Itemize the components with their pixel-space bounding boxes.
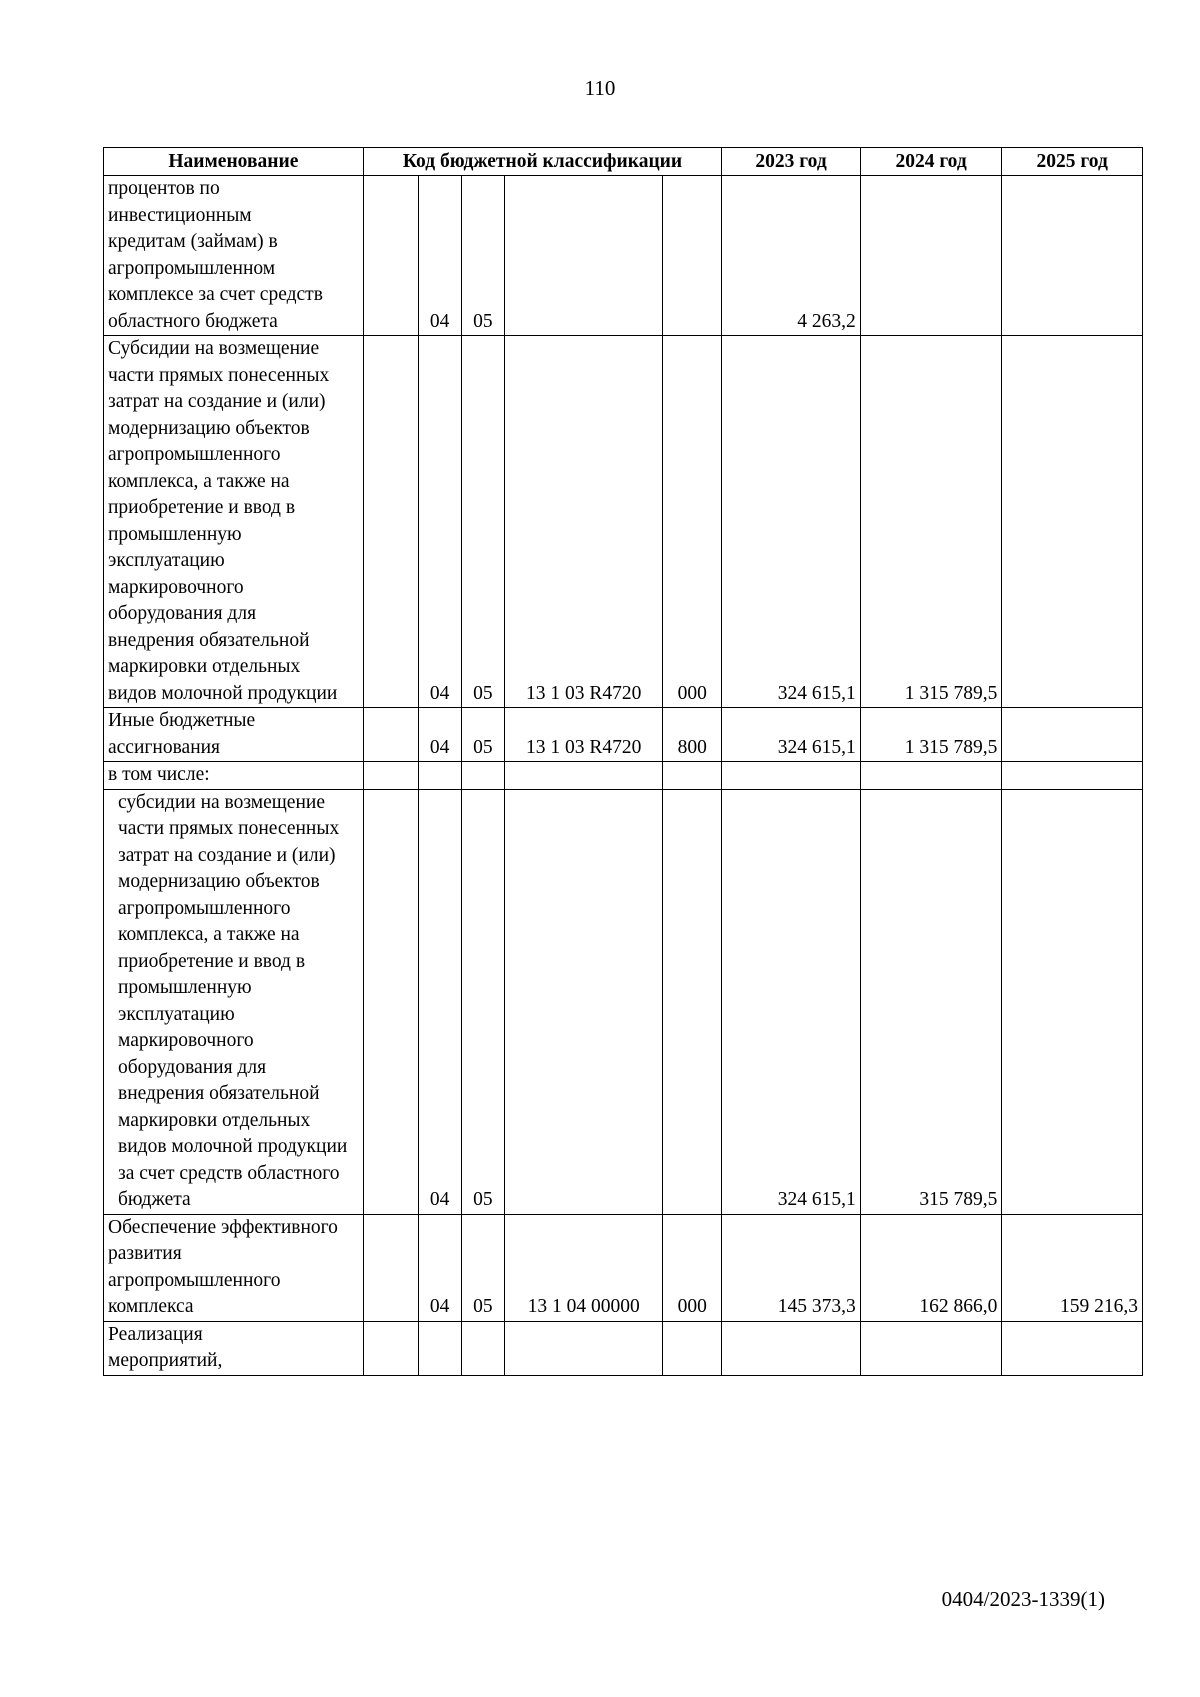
table-row [104,708,1143,762]
row-pr [461,1321,505,1375]
row-vr: 800 [663,708,722,762]
header-code: Код бюджетной классификации [363,148,722,176]
row-grbs [363,1321,418,1375]
row-2024 [860,176,1002,336]
table-row [104,176,1143,336]
row-pr: 05 [461,789,505,1214]
row-pr: 05 [461,1214,505,1321]
row-csr: 13 1 04 00000 [505,1214,663,1321]
table-row [104,1321,1143,1375]
row-rz: 04 [418,1214,461,1321]
row-csr [505,1321,663,1375]
row-rz: 04 [418,708,461,762]
document-number: 0404/2023-1339(1) [941,1587,1105,1611]
header-row [104,148,1143,176]
row-pr [461,762,505,790]
row-pr: 05 [461,176,505,336]
row-csr: 13 1 03 R4720 [505,708,663,762]
row-2025 [1002,1321,1143,1375]
row-2024: 1 315 789,5 [860,708,1002,762]
row-2025 [1002,789,1143,1214]
row-2023: 324 615,1 [722,708,861,762]
row-vr [663,762,722,790]
row-rz [418,1321,461,1375]
row-grbs [363,176,418,336]
row-rz: 04 [418,336,461,708]
row-name: процентов по инвестиционным кредитам (займам) в агропромышленном комплексе за счет средств областного бюджета [104,176,364,336]
page-number: 110 [584,76,616,100]
row-2023: 145 373,3 [722,1214,861,1321]
row-2023: 324 615,1 [722,789,861,1214]
row-name: в том числе: [104,762,364,790]
row-rz [418,762,461,790]
row-2024: 1 315 789,5 [860,336,1002,708]
row-2023 [722,1321,861,1375]
row-vr: 000 [663,336,722,708]
row-vr [663,789,722,1214]
row-grbs [363,1214,418,1321]
row-2024: 315 789,5 [860,789,1002,1214]
row-grbs [363,336,418,708]
row-pr: 05 [461,708,505,762]
table-row [104,762,1143,790]
table-row [104,789,1143,1214]
row-2023 [722,762,861,790]
row-vr: 000 [663,1214,722,1321]
row-2025: 159 216,3 [1002,1214,1143,1321]
row-2025 [1002,176,1143,336]
row-name: Обеспечение эффективного развития агропромышленного комплекса [104,1214,364,1321]
row-grbs [363,708,418,762]
row-rz: 04 [418,176,461,336]
header-2024: 2024 год [860,148,1002,176]
row-name: субсидии на возмещение части прямых понесенных затрат на создание и (или) модернизацию объектов агропромышленного комплекса, а также на приобретение и ввод в промышленную эксплуатацию маркировочного оборудования для внедрения обязательной маркировки отдельных видов молочной продукции за счет средств областного бюджета [104,789,364,1214]
budget-table [103,147,1143,1376]
row-grbs [363,789,418,1214]
header-2023: 2023 год [722,148,861,176]
row-csr [505,789,663,1214]
header-2025: 2025 год [1002,148,1143,176]
row-2024: 162 866,0 [860,1214,1002,1321]
row-csr [505,762,663,790]
row-2023: 324 615,1 [722,336,861,708]
row-2025 [1002,336,1143,708]
row-2024 [860,762,1002,790]
table-row [104,336,1143,708]
row-vr [663,176,722,336]
row-csr [505,176,663,336]
row-pr: 05 [461,336,505,708]
row-2025 [1002,708,1143,762]
row-grbs [363,762,418,790]
row-name: Субсидии на возмещение части прямых понесенных затрат на создание и (или) модернизацию объектов агропромышленного комплекса, а также на приобретение и ввод в промышленную эксплуатацию маркировочного оборудования для внедрения обязательной маркировки отдельных видов молочной продукции [104,336,364,708]
row-vr [663,1321,722,1375]
table-row [104,1214,1143,1321]
row-csr: 13 1 03 R4720 [505,336,663,708]
row-2023: 4 263,2 [722,176,861,336]
row-rz: 04 [418,789,461,1214]
row-2025 [1002,762,1143,790]
header-name: Наименование [104,148,364,176]
row-name: Реализация мероприятий, [104,1321,364,1375]
row-2024 [860,1321,1002,1375]
row-name: Иные бюджетные ассигнования [104,708,364,762]
